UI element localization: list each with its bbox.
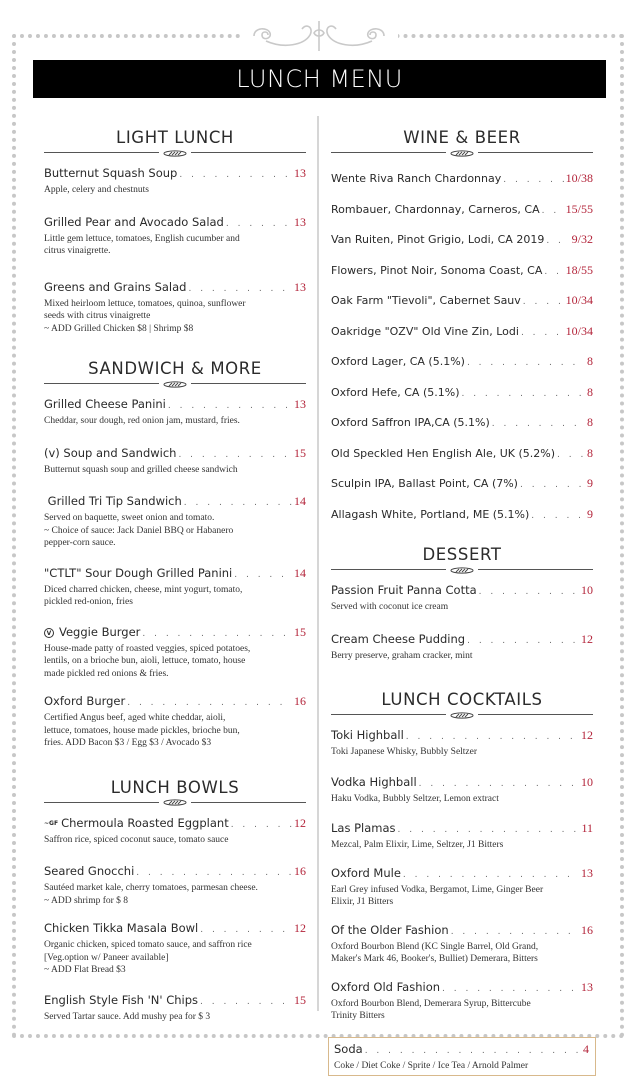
item-price: 12 <box>294 921 306 936</box>
item-name: Las Plamas <box>331 821 396 836</box>
menu-item <box>331 775 593 806</box>
menu-item <box>44 921 306 977</box>
menu-item <box>331 980 593 1023</box>
item-name: Of the Older Fashion <box>331 923 449 938</box>
item-name: Chicken Tikka Masala Bowl <box>44 921 198 936</box>
item-name: Allagash White, Portland, ME (5.1%) <box>331 507 529 522</box>
dot-leader <box>523 295 564 310</box>
dot-leader <box>479 585 579 600</box>
item-price: 16 <box>294 694 306 709</box>
item-name: (v) Soup and Sandwich <box>44 446 176 461</box>
menu-item <box>44 215 306 258</box>
item-description: Little gem lettuce, tomatoes, English cucumber and citrus vinaigrette. <box>44 233 306 258</box>
item-description: Served on baquette, sweet onion and tomato. ~ Choice of sauce: Jack Daniel BBQ or Habanero pepper-corn sauce. <box>44 512 306 550</box>
item-name: Vodka Highball <box>331 775 417 790</box>
item-price: 13 <box>294 166 306 181</box>
item-name: Oxford Hefe, CA (5.1%) <box>331 385 459 400</box>
menu-item <box>331 583 593 614</box>
item-price: 8 <box>587 415 593 430</box>
item-name: Grilled Tri Tip Sandwich <box>44 494 182 509</box>
dot-leader <box>492 417 585 432</box>
item-price: 15/55 <box>566 202 593 217</box>
flourish-ornament-icon <box>240 18 398 54</box>
item-description: Oxford Bourbon Blend, Demerara Syrup, Bittercube Trinity Bitters <box>331 998 593 1023</box>
section-divider <box>44 380 306 388</box>
item-name: Sculpin IPA, Ballast Point, CA (7%) <box>331 476 518 491</box>
item-description: Mixed heirloom lettuce, tomatoes, quinoa, sunflower seeds with citrus vinaigrette ~ ADD Grilled Chicken $8 | Shrimp $8 <box>44 298 306 336</box>
item-name: "CTLT" Sour Dough Grilled Panini <box>44 566 232 581</box>
item-name: Butternut Squash Soup <box>44 166 177 181</box>
column-divider <box>317 116 319 1011</box>
item-price: 16 <box>294 864 306 879</box>
dot-leader <box>136 866 292 881</box>
dot-leader <box>179 168 292 183</box>
menu-item <box>44 864 306 907</box>
item-price: 12 <box>294 816 306 831</box>
item-name: Grilled Cheese Panini <box>44 397 166 412</box>
beer-item <box>331 507 593 538</box>
item-name: Soda <box>334 1042 363 1057</box>
section-title: DESSERT <box>331 545 593 565</box>
item-price: 13 <box>294 280 306 295</box>
section-title: WINE & BEER <box>331 128 593 148</box>
item-price: 11 <box>581 821 593 836</box>
item-name: Oakridge "OZV" Old Vine Zin, Lodi <box>331 324 519 339</box>
item-name: Seared Gnocchi <box>44 864 134 879</box>
wine-item <box>331 293 593 324</box>
scroll-ornament-icon <box>159 799 191 807</box>
item-name: Wente Riva Ranch Chardonnay <box>331 171 501 186</box>
item-price: 18/55 <box>566 263 593 278</box>
section-divider <box>331 566 593 574</box>
item-name: English Style Fish 'N' Chips <box>44 993 198 1008</box>
dot-leader <box>467 356 585 371</box>
section-title: LIGHT LUNCH <box>44 128 306 148</box>
vegan-gf-badge-icon: ~GF <box>44 820 58 827</box>
dot-leader <box>521 326 564 341</box>
section-lunch-cocktails <box>331 690 593 1076</box>
dot-leader <box>234 568 292 583</box>
section-wine-beer <box>331 128 593 537</box>
dot-leader <box>531 509 585 524</box>
item-price: 10 <box>581 583 593 598</box>
section-divider <box>44 799 306 807</box>
item-description: Served Tartar sauce. Add mushy pea for $ 3 <box>44 1011 306 1024</box>
menu-item <box>331 821 593 852</box>
item-description: Oxford Bourbon Blend (KC Single Barrel, Old Grand, Maker's Mark 46, Booker's, Bulliet) Demerara, Bitters <box>331 941 593 966</box>
dot-leader <box>200 995 292 1010</box>
item-price: 13 <box>294 215 306 230</box>
item-description: Sautéed market kale, cherry tomatoes, parmesan cheese. ~ ADD shrimp for $ 8 <box>44 882 306 907</box>
item-price: 9 <box>587 507 593 522</box>
page-title: LUNCH MENU <box>33 60 606 98</box>
menu-item <box>44 993 306 1024</box>
dot-leader <box>503 173 563 188</box>
section-title: LUNCH BOWLS <box>44 778 306 798</box>
dot-leader <box>184 496 292 511</box>
dot-leader <box>200 923 292 938</box>
menu-item <box>44 625 306 681</box>
item-description: Butternut squash soup and grilled cheese sandwich <box>44 464 306 477</box>
section-sandwich <box>44 359 306 750</box>
item-price: 9 <box>587 476 593 491</box>
menu-item <box>44 566 306 609</box>
section-title: LUNCH COCKTAILS <box>331 690 593 710</box>
item-name: Van Ruiten, Pinot Grigio, Lodi, CA 2019 <box>331 232 544 247</box>
beer-item <box>331 415 593 446</box>
section-divider <box>331 149 593 157</box>
item-description: Saffron rice, spiced coconut sauce, tomato sauce <box>44 834 306 847</box>
item-name: Oxford Burger <box>44 694 125 709</box>
item-price: 9/32 <box>572 232 593 247</box>
section-divider <box>44 149 306 157</box>
item-price: 4 <box>583 1042 589 1057</box>
item-price: 14 <box>294 494 306 509</box>
item-description: Organic chicken, spiced tomato sauce, and saffron rice [Veg.option w/ Paneer available] ~ ADD Flat Bread $3 <box>44 939 306 977</box>
dot-leader <box>365 1044 581 1059</box>
item-name: Oxford Old Fashion <box>331 980 440 995</box>
beer-item <box>331 476 593 507</box>
item-description: Toki Japanese Whisky, Bubbly Seltzer <box>331 746 593 759</box>
wine-item <box>331 324 593 355</box>
dot-leader <box>542 204 564 219</box>
item-name: Oak Farm "Tievoli", Cabernet Sauv <box>331 293 521 308</box>
dot-leader <box>557 448 585 463</box>
item-name: ~GF Chermoula Roasted Eggplant <box>44 816 229 831</box>
menu-item <box>44 397 306 428</box>
item-price: 13 <box>294 397 306 412</box>
dot-leader <box>467 634 579 649</box>
item-price: 10/34 <box>566 293 593 308</box>
item-price: 10/38 <box>566 171 593 186</box>
vegetarian-badge-icon: V <box>44 628 54 638</box>
item-price: 15 <box>294 446 306 461</box>
dot-leader <box>127 696 292 711</box>
menu-item <box>331 632 593 663</box>
item-description: Berry preserve, graham cracker, mint <box>331 650 593 663</box>
item-price: 8 <box>587 446 593 461</box>
item-price: 8 <box>587 354 593 369</box>
section-divider <box>331 711 593 719</box>
dot-leader <box>178 448 292 463</box>
item-price: 12 <box>581 632 593 647</box>
item-price: 10 <box>581 775 593 790</box>
item-name: Old Speckled Hen English Ale, UK (5.2%) <box>331 446 555 461</box>
item-price: 8 <box>587 385 593 400</box>
dot-leader <box>188 282 292 297</box>
scroll-ornament-icon <box>446 149 478 157</box>
dot-leader <box>406 730 579 745</box>
item-name: Greens and Grains Salad <box>44 280 186 295</box>
item-name: Oxford Mule <box>331 866 401 881</box>
scroll-ornament-icon <box>446 711 478 719</box>
item-name: Oxford Lager, CA (5.1%) <box>331 354 465 369</box>
wine-item <box>331 171 593 202</box>
item-description: Coke / Diet Coke / Sprite / Ice Tea / Arnold Palmer <box>334 1060 589 1073</box>
item-price: 15 <box>294 993 306 1008</box>
dot-leader <box>451 925 579 940</box>
menu-item <box>331 866 593 909</box>
scroll-ornament-icon <box>159 380 191 388</box>
wine-item <box>331 232 593 263</box>
menu-item <box>44 166 306 197</box>
scroll-ornament-icon <box>446 566 478 574</box>
section-lunch-bowls <box>44 778 306 1024</box>
item-description: Haku Vodka, Bubbly Seltzer, Lemon extract <box>331 793 593 806</box>
beer-item <box>331 446 593 477</box>
dot-leader <box>226 217 292 232</box>
item-price: 15 <box>294 625 306 640</box>
menu-item <box>44 694 306 750</box>
item-description: Apple, celery and chestnuts <box>44 184 306 197</box>
dot-leader <box>520 478 585 493</box>
dot-leader <box>419 777 579 792</box>
menu-item <box>44 816 306 847</box>
soda-box <box>328 1037 596 1076</box>
item-description: Earl Grey infused Vodka, Bergamot, Lime, Ginger Beer Elixir, J1 Bitters <box>331 884 593 909</box>
item-description: Certified Angus beef, aged white cheddar, aioli, lettuce, tomatoes, house made pickles, brioche bun, fries. ADD Bacon $3 / Egg $3 / Avocado $3 <box>44 712 306 750</box>
beer-item <box>331 354 593 385</box>
right-column <box>331 128 593 1076</box>
dot-leader <box>461 387 585 402</box>
item-price: 14 <box>294 566 306 581</box>
scroll-ornament-icon <box>159 149 191 157</box>
item-name: Grilled Pear and Avocado Salad <box>44 215 224 230</box>
dot-leader <box>403 868 579 883</box>
item-name: Rombauer, Chardonnay, Carneros, CA <box>331 202 540 217</box>
wine-item <box>331 263 593 294</box>
section-dessert <box>331 545 593 662</box>
item-name: Flowers, Pinot Noir, Sonoma Coast, CA <box>331 263 542 278</box>
item-price: 10/34 <box>566 324 593 339</box>
item-name: Cream Cheese Pudding <box>331 632 465 647</box>
item-price: 13 <box>581 866 593 881</box>
item-price: 13 <box>581 980 593 995</box>
item-name: Passion Fruit Panna Cotta <box>331 583 477 598</box>
dot-leader <box>546 234 569 249</box>
menu-item <box>331 923 593 966</box>
item-description: Cheddar, sour dough, red onion jam, mustard, fries. <box>44 415 306 428</box>
dot-leader <box>544 265 563 280</box>
dot-leader <box>142 627 292 642</box>
menu-item <box>44 280 306 336</box>
menu-item <box>44 446 306 477</box>
item-name: Oxford Saffron IPA,CA (5.1%) <box>331 415 490 430</box>
item-name: Toki Highball <box>331 728 404 743</box>
item-description: House-made patty of roasted veggies, spiced potatoes, lentils, on a brioche bun, aioli, lettuce, tomato, house made pickled red onions & fries. <box>44 643 306 681</box>
menu-item <box>44 494 306 550</box>
item-description: Mezcal, Palm Elixir, Lime, Seltzer, J1 Bitters <box>331 839 593 852</box>
left-column <box>44 128 306 1037</box>
wine-item <box>331 202 593 233</box>
item-description: Diced charred chicken, cheese, mint yogurt, tomato, pickled red-onion, fries <box>44 584 306 609</box>
dot-leader <box>398 823 580 838</box>
section-title: SANDWICH & MORE <box>44 359 306 379</box>
item-description: Served with coconut ice cream <box>331 601 593 614</box>
dot-leader <box>231 818 292 833</box>
item-price: 16 <box>581 923 593 938</box>
section-light-lunch <box>44 128 306 335</box>
dot-leader <box>168 399 292 414</box>
dot-leader <box>442 982 579 997</box>
item-name: V Veggie Burger <box>44 625 140 640</box>
menu-item <box>331 728 593 759</box>
item-price: 12 <box>581 728 593 743</box>
beer-item <box>331 385 593 416</box>
